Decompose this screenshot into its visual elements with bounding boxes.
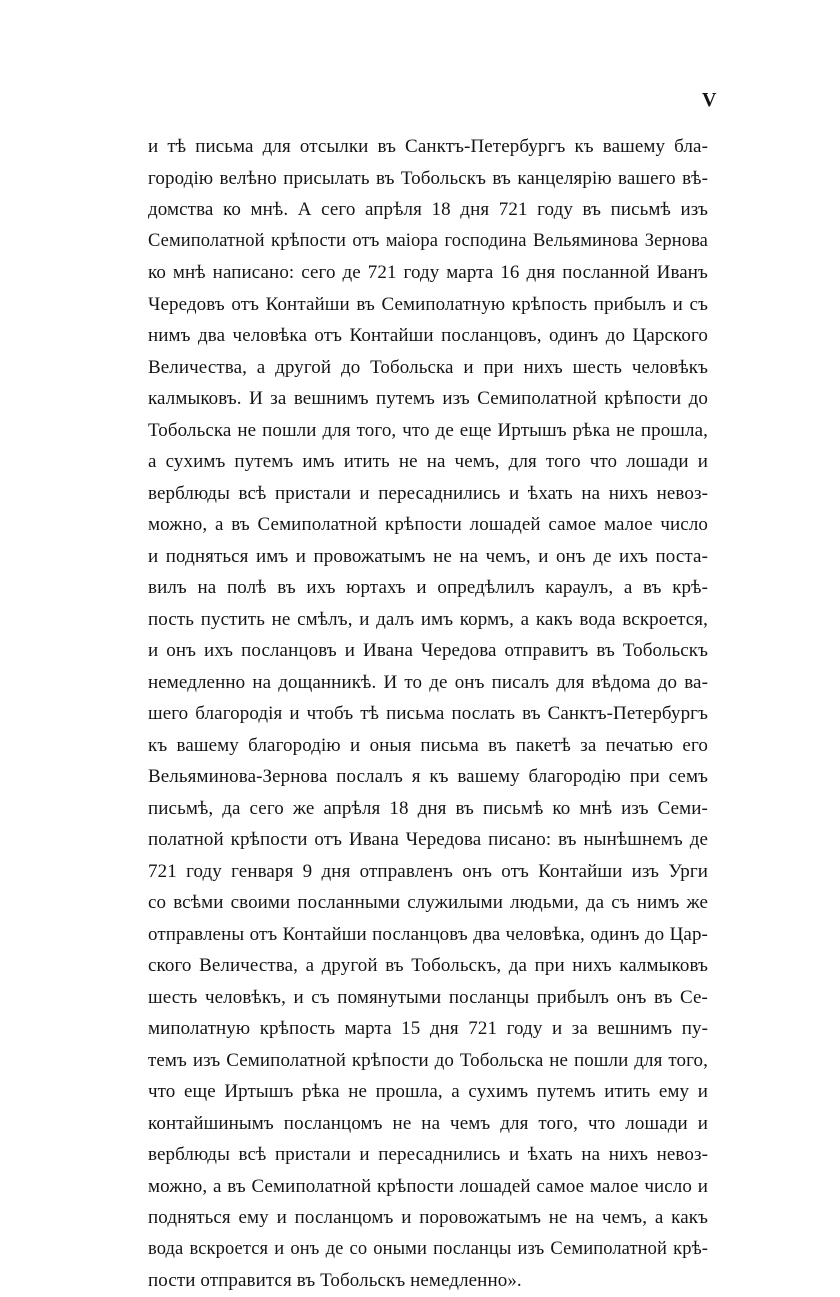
text-line: верблюды всѣ пристали и пересаднились и ѣхать на нихъ невоз- [148,1144,708,1165]
text-line: шесть человѣкъ, и съ помянутыми посланцы прибылъ онъ въ Се- [148,986,708,1008]
text-line: отправлены отъ Контайши посланцовъ два человѣка, одинъ до Цар- [148,923,708,945]
text-line: вилъ на полѣ въ ихъ юртахъ и опредѣлилъ караулъ, а въ крѣ- [148,577,708,598]
text-line: Вельяминова-Зернова послалъ я къ вашему благородію при семъ [148,766,708,787]
text-line: и онъ ихъ посланцовъ и Ивана Чередова отправитъ въ Тобольскъ [148,640,708,661]
text-line: домства ко мнѣ. А сего апрѣля 18 дня 721 году въ письмѣ изъ [148,199,708,220]
text-line: полатной крѣпости отъ Ивана Чередова писано: въ нынѣшнемъ де [148,829,708,850]
text-line: ского Величества, а другой въ Тобольскъ, да при нихъ калмыковъ [148,955,708,976]
text-line: со всѣми своими посланными служилыми людьми, да съ нимъ же [148,892,708,913]
body-text [148,131,708,1297]
text-line: 721 году генваря 9 дня отправленъ онъ отъ Контайши изъ Урги [148,860,708,882]
text-line: контайшинымъ посланцомъ не на чемъ для того, что лошади и [148,1112,708,1134]
text-line: калмыковъ. И за вешнимъ путемъ изъ Семиполатной крѣпости до [148,388,708,409]
text-line: Чередовъ отъ Контайши въ Семиполатную крѣпость прибылъ и съ [148,293,708,315]
text-line: темъ изъ Семиполатной крѣпости до Тобольска не пошли для того, [148,1049,708,1071]
text-line: можно, а въ Семиполатной крѣпости лошадей самое малое число [148,514,708,535]
text-line: письмѣ, да сего же апрѣля 18 дня въ письмѣ ко мнѣ изъ Семи- [148,797,708,819]
text-line: нимъ два человѣка отъ Контайши посланцовъ, одинъ до Царского [148,325,708,346]
text-line: Семиполатной крѣпости отъ маіора господина Вельяминова Зернова [148,230,708,251]
text-line: Тобольска не пошли для того, что де еще Иртышъ рѣка не прошла, [148,419,708,441]
text-line: подняться ему и посланцомъ и поровожатымъ не на чемъ, а какъ [148,1207,708,1228]
text-line: немедленно на дощанникѣ. И то де онъ писалъ для вѣдома до ва- [148,671,708,693]
text-line: пость пустить не смѣлъ, и далъ имъ кормъ, а какъ вода вскроется, [148,608,708,630]
text-line: шего благородія и чтобъ тѣ письма послать въ Санктъ-Петербургъ [148,703,708,724]
text-line: городію велѣно присылать въ Тобольскъ въ канцелярію вашего вѣ- [148,167,708,189]
text-line: и подняться имъ и провожатымъ не на чемъ, и онъ де ихъ поста- [148,545,708,567]
text-line: Величества, а другой до Тобольска и при нихъ шесть человѣкъ [148,356,708,378]
text-line: а сухимъ путемъ имъ итить не на чемъ, для того что лошади и [148,451,708,472]
text-line: къ вашему благородію и оныя письма въ пакетѣ за печатью его [148,734,708,756]
text-line: вода вскроется и онъ де со оными посланцы изъ Семиполатной крѣ- [148,1238,708,1259]
text-line: что еще Иртышъ рѣка не прошла, а сухимъ путемъ итить ему и [148,1081,708,1102]
text-line: и тѣ письма для отсылки въ Санктъ-Петербургъ къ вашему бла- [148,136,708,157]
text-line: пости отправится въ Тобольскъ немедленно». [148,1270,522,1291]
text-line: ко мнѣ написано: сего де 721 году марта 16 дня посланной Иванъ [148,262,708,283]
text-line: можно, а въ Семиполатной крѣпости лошадей самое малое число и [148,1175,708,1197]
text-line: верблюды всѣ пристали и пересаднились и ѣхать на нихъ невоз- [148,482,708,504]
page-number: V [702,89,717,111]
text-line: миполатную крѣпость марта 15 дня 721 году и за вешнимъ пу- [148,1018,708,1039]
